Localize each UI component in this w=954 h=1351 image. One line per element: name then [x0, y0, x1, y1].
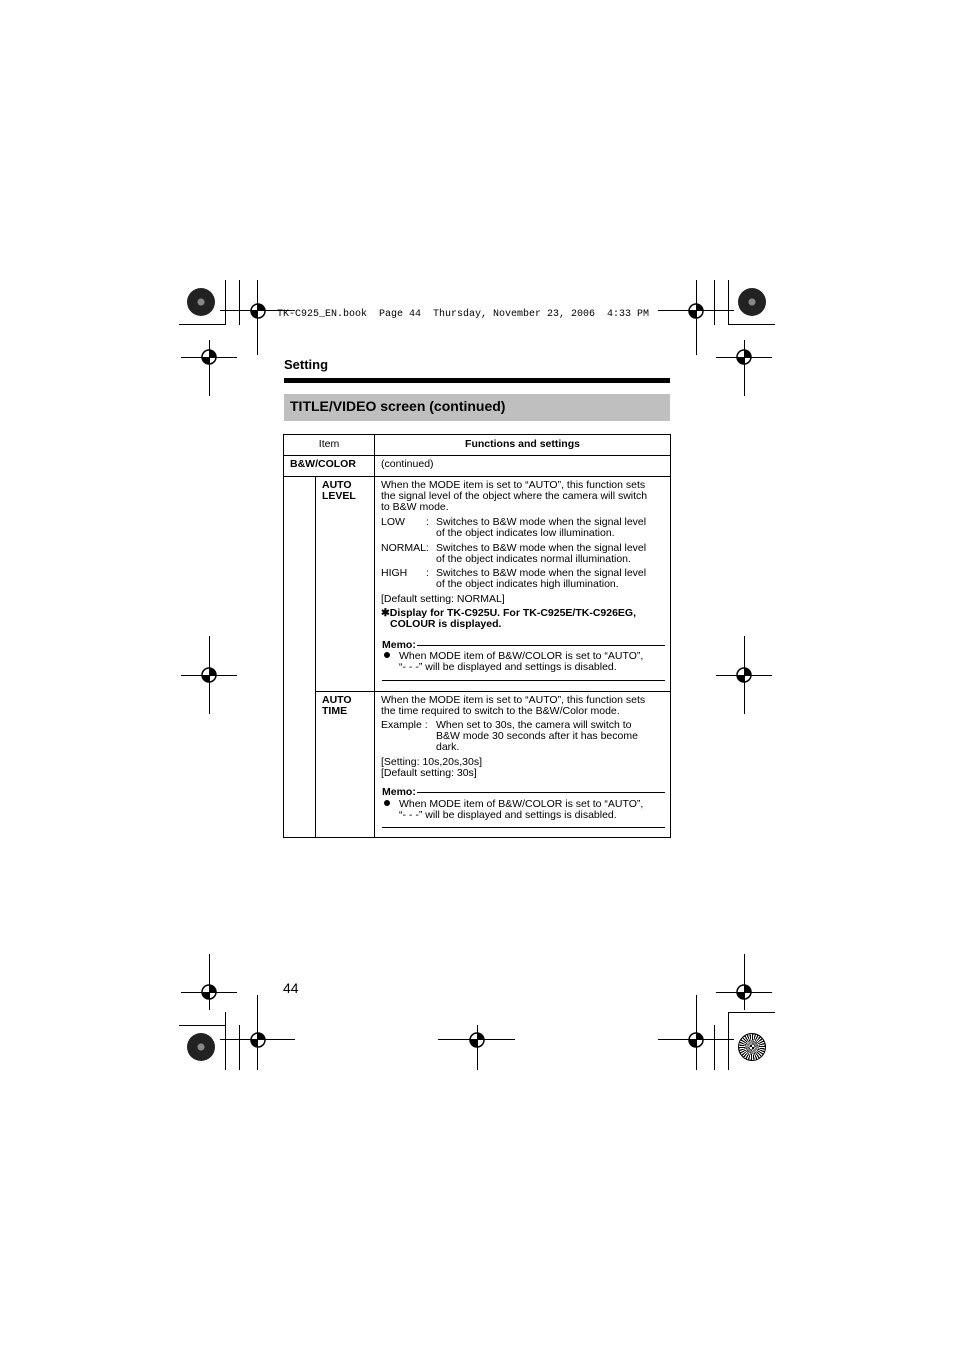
crosshair-icon	[683, 1027, 709, 1053]
registration-disc-icon	[738, 288, 766, 316]
crosshair-icon	[731, 662, 757, 688]
crosshair-icon	[464, 1027, 490, 1053]
page-title: TITLE/VIDEO screen (continued)	[290, 398, 506, 414]
crosshair-icon	[245, 1027, 271, 1053]
auto-level-intro: When the MODE item is set to “AUTO”, this function sets the signal level of the object where the camera will switch to B&W mode.	[381, 479, 648, 513]
registration-disc-icon	[738, 1033, 766, 1061]
memo-text: When MODE item of B&W/COLOR is set to “AUTO”, “- - -” will be displayed and settings is disabled.	[382, 651, 672, 673]
registration-disc-icon	[187, 1033, 215, 1061]
memo-bottom-rule	[382, 827, 665, 828]
section-label: Setting	[284, 357, 329, 372]
column-header-item: Item	[318, 438, 340, 450]
item-bw-color: B&W/COLOR	[290, 458, 356, 470]
item-auto-time: AUTO TIME	[322, 694, 352, 717]
crosshair-icon	[196, 344, 222, 370]
settings-table: Item Functions and settings B&W/COLOR (continued) AUTO LEVEL When the MODE item is set to “AUTO”, this function sets the signal level of the object where the camera will switch to B&W mode. LOW : Switches to B&W mode when the signal level of the object indicates low illumination. NORMAL: Switches to B&W mode when the signal level of the object indicates normal illumination. HIGH : Switches to B&W mode when the signal level of the object indicates high illumination. [Default setting: NORMAL] ✱Display for TK-C925U. For TK-C925E/TK-C926EG, COLOUR is displayed. Memo: When MODE item of B&W/COLOR is set to “AUTO”, “- - -” will be displayed and settings is disabled. AUTO TIME When the MODE item is set to “AUTO”, this function sets the time required to switch to the B&W/Color mode. Example : When set to 30s, the camera will switch to B&W mode 30 seconds after it has become dark. [Setting: 10s,20s,30s] [Default setting: 30s] Memo: When MODE item of B&W/COLOR is set to “AUTO”, “- - -” will be displayed and settings is disabled.	[283, 434, 671, 838]
memo-text: When MODE item of B&W/COLOR is set to “AUTO”, “- - -” will be displayed and settings is disabled.	[382, 799, 672, 821]
crosshair-icon	[731, 979, 757, 1005]
crosshair-icon	[245, 298, 271, 324]
auto-time-setting: [Setting: 10s,20s,30s] [Default setting: 30s]	[381, 756, 482, 779]
section-rule	[284, 378, 670, 383]
column-header-functions: Functions and settings	[465, 438, 580, 450]
crosshair-icon	[196, 979, 222, 1005]
bullet-icon	[384, 652, 390, 658]
crosshair-icon	[196, 662, 222, 688]
item-auto-level: AUTO LEVEL	[322, 479, 356, 502]
memo-label: Memo:	[382, 639, 416, 651]
bw-color-value: (continued)	[381, 458, 434, 470]
bullet-icon	[384, 800, 390, 806]
auto-level-default: [Default setting: NORMAL]	[381, 593, 505, 605]
auto-level-note: ✱Display for TK-C925U. For TK-C925E/TK-C926EG, COLOUR is displayed.	[381, 607, 637, 630]
memo-bottom-rule	[382, 680, 665, 681]
crosshair-icon	[683, 298, 709, 324]
memo-label: Memo:	[382, 786, 416, 798]
memo-rule	[417, 792, 665, 793]
crosshair-icon	[731, 344, 757, 370]
print-header: TK-C925_EN.book Page 44 Thursday, November 23, 2006 4:33 PM	[277, 309, 650, 320]
memo-rule	[417, 645, 665, 646]
page-number: 44	[283, 980, 299, 996]
auto-time-intro: When the MODE item is set to “AUTO”, this function sets the time required to switch to the B&W/Color mode.	[381, 694, 646, 717]
registration-disc-icon	[187, 288, 215, 316]
title-bar	[284, 394, 670, 421]
